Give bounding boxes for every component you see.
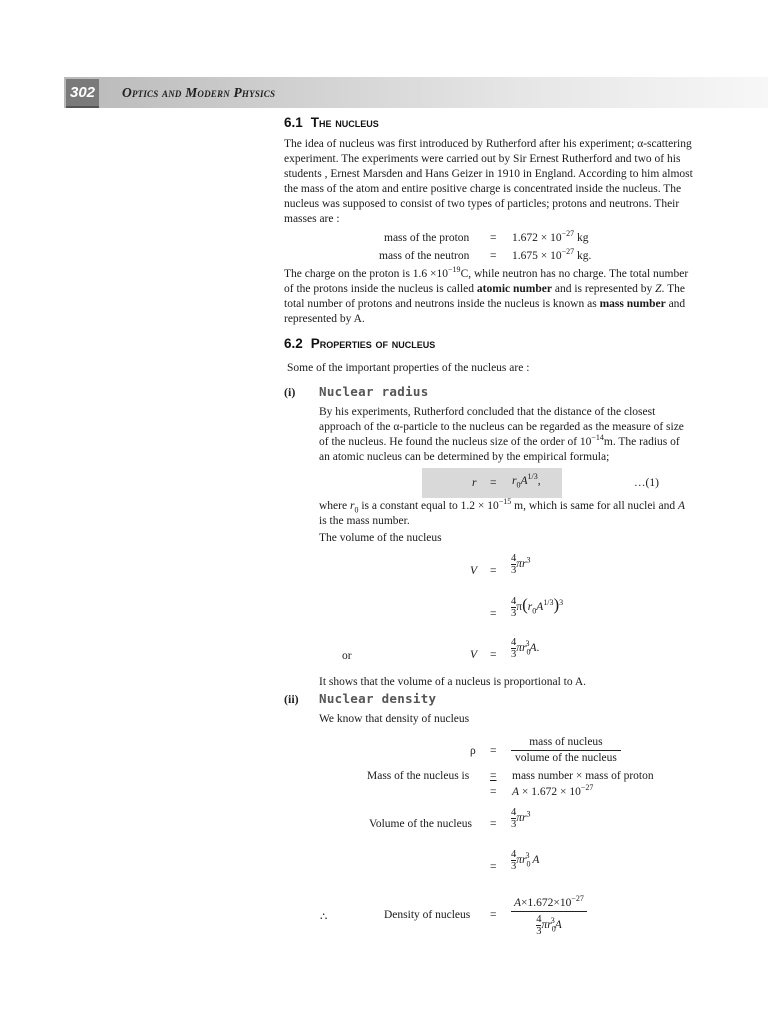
volume-intro: The volume of the nucleus [319, 532, 442, 544]
rho-eq: = [490, 745, 497, 757]
vol-eq-3-lhs: V [470, 649, 478, 661]
formula-1-lhs: r [472, 477, 477, 489]
neutron-mass-eq: = [490, 250, 497, 262]
intro-line-6: masses are : [284, 213, 340, 225]
subsection-nuclear-radius-title: Nuclear radius [319, 384, 429, 399]
running-head: Optics and Modern Physics [122, 85, 276, 100]
charge-line-3: total number of protons and neutrons inside the nucleus is known as mass number and [284, 298, 686, 310]
vol-eq-1-lhs: V [470, 565, 478, 577]
volume-nucleus-value-1: $\frac{4}{3}$ $\pi r^3$ [511, 807, 531, 830]
neutron-mass-label: mass of the neutron [379, 250, 470, 262]
where-line-2: is the mass number. [319, 515, 410, 527]
intro-line-2: experiment. The experiments were carried out by Sir Ernest Rutherford and two of his [284, 153, 681, 165]
mass-nucleus-value-1: mass number × mass of proton [512, 770, 654, 782]
mass-nucleus-value-2: $A \times 1.672 \times 10^{-27}$ [512, 783, 594, 798]
section-6-2-intro: Some of the important properties of the nucleus are : [287, 362, 530, 374]
mass-nucleus-eq-2: = [490, 786, 497, 798]
volume-nucleus-eq-2: = [490, 861, 497, 873]
formula-1-tag: …(1) [634, 477, 659, 489]
volume-nucleus-eq-1: = [490, 818, 497, 830]
proton-mass-label: mass of the proton [384, 232, 470, 244]
vol-eq-3-eq: = [490, 649, 497, 661]
density-fraction: $A\times 1.672\times 10^{-27}$ $\frac{4}{3}$ $\pi r_0^3A$ [511, 895, 587, 937]
density-nucleus-eq: = [490, 909, 497, 921]
vol-eq-2-rhs: $\frac{4}{3}$ $\pi(r_0A^{1/3})^3$ [511, 595, 564, 619]
density-intro: We know that density of nucleus [319, 713, 470, 725]
charge-line-4: represented by A. [284, 313, 365, 325]
volume-conclusion: It shows that the volume of a nucleus is proportional to A. [319, 676, 587, 688]
intro-line-1: The idea of nucleus was first introduced by Rutherford after his experiment; α-scattering [284, 138, 692, 150]
page-number: 302 [66, 79, 99, 108]
vol-eq-1-rhs: $\frac{4}{3}$ $\pi r^3$ [511, 553, 531, 576]
radius-line-2: approach of the α-particle to the nucleus can be regarded as the measure of size [319, 421, 684, 433]
radius-line-1: By his experiments, Rutherford concluded that the distance of the closest [319, 406, 656, 418]
proton-mass-value: $1.672 \times 10^{-27}$ kg [512, 229, 589, 244]
formula-1-eq: = [490, 477, 497, 489]
intro-line-3: students , Ernest Marsden and Hans Geizer in 1910 in England. According to him almost [284, 168, 693, 180]
intro-line-5: nucleus was supposed to consist of two types of particles; protons and neutrons. Their [284, 198, 680, 210]
vol-eq-3-rhs: $\frac{4}{3}$ $\pi r_0^3A$. [511, 637, 540, 660]
rho-symbol: ρ [470, 745, 476, 757]
neutron-mass-value: $1.675 \times 10^{-27}$ kg. [512, 247, 592, 262]
section-6-2-title: 6.2 Properties of nucleus [284, 336, 436, 351]
mass-nucleus-label: Mass of the nucleus is [367, 770, 470, 782]
charge-line-2: of the protons inside the nucleus is called atomic number and is represented by Z. The [284, 283, 685, 295]
intro-line-4: the mass of the atom and entire positive charge is concentrated inside the nucleus. The [284, 183, 682, 195]
formula-1-rhs: $r_0A^{1/3}$, [512, 472, 541, 490]
or-label: or [342, 650, 352, 662]
section-6-1-title: 6.1 The nucleus [284, 115, 379, 130]
rho-fraction: $\frac{\text{mass of nucleus}}{\text{volume of the nucleus}}$ [511, 735, 621, 766]
subsection-nuclear-density-title: Nuclear density [319, 691, 437, 706]
volume-nucleus-label: Volume of the nucleus [369, 818, 472, 830]
density-nucleus-label: Density of nucleus [384, 909, 471, 921]
radius-line-4: an atomic nucleus can be determined by the empirical formula; [319, 451, 610, 463]
volume-nucleus-value-2: $\frac{4}{3}$ $\pi r_0^3$ A [511, 849, 540, 872]
vol-eq-2-eq: = [490, 608, 497, 620]
where-line-1: where $r_0$ is a constant equal to $1.2 \times 10^{-15}$ m, which is same for all nuclei and A [319, 497, 686, 515]
charge-line-1: The charge on the proton is $1.6 \times 10^{-19}C$, while neutron has no charge. The total number [284, 265, 689, 280]
radius-line-3: of the nucleus. He found the nucleus size of the order of $10^{-14}m$. The radius of [319, 433, 680, 448]
vol-eq-1-eq: = [490, 565, 497, 577]
subsection-ii-number: (ii) [284, 692, 299, 706]
subsection-i-number: (i) [284, 385, 296, 399]
mass-nucleus-eq: = [490, 770, 497, 782]
therefore-symbol: ∴ [320, 911, 328, 923]
proton-mass-eq: = [490, 232, 497, 244]
